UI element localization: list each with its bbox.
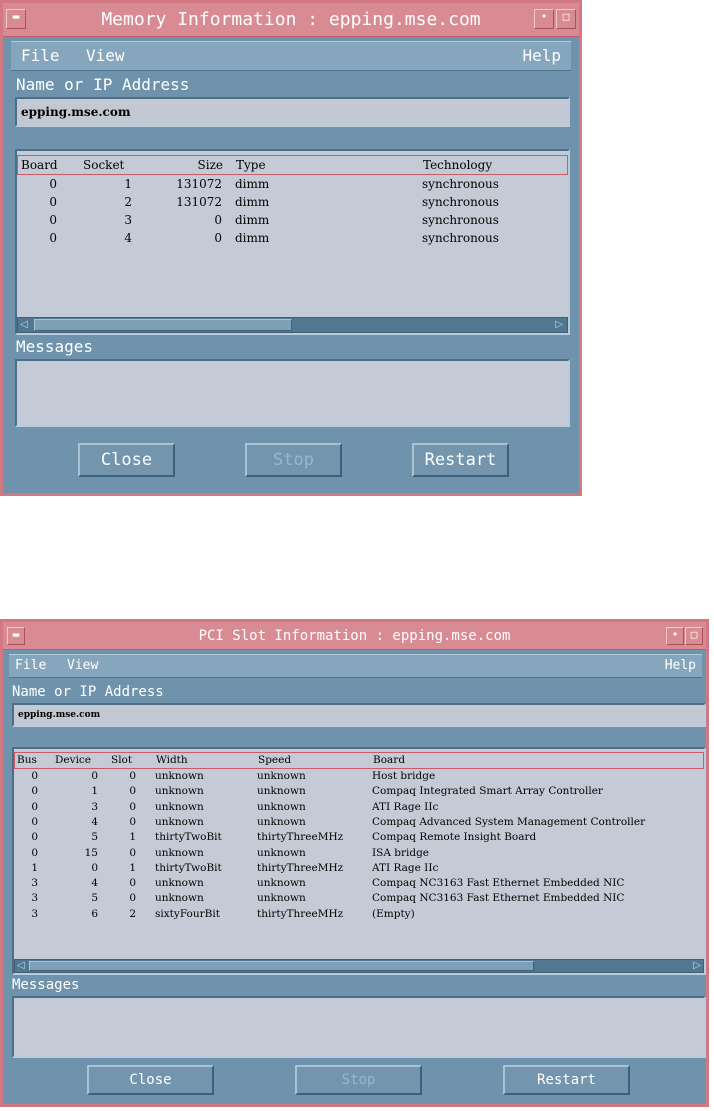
memory-window-title: Memory Information : epping.mse.com	[101, 9, 481, 30]
table-cell-board: 0	[49, 177, 57, 191]
table-row[interactable]	[17, 177, 568, 195]
column-header-technology[interactable]: Technology	[423, 158, 493, 172]
table-cell-board: 0	[49, 213, 57, 227]
table-cell-board: ISA bridge	[372, 846, 430, 859]
scroll-left-icon[interactable]: ◁	[17, 960, 25, 971]
memory-menu-bar	[11, 41, 571, 71]
table-cell-width: unknown	[155, 770, 204, 782]
table-cell-bus: 3	[31, 892, 38, 905]
table-cell-size: 131072	[176, 195, 222, 209]
table-cell-speed: unknown	[257, 785, 306, 798]
table-cell-speed: thirtyThreeMHz	[257, 861, 344, 874]
table-cell-device: 4	[91, 815, 98, 828]
table-cell-slot: 0	[129, 846, 136, 859]
table-cell-speed: thirtyThreeMHz	[257, 907, 344, 920]
table-row[interactable]	[14, 785, 704, 800]
memory-list[interactable]	[15, 149, 570, 335]
column-header-slot[interactable]: Slot	[111, 754, 133, 766]
stop-button[interactable]: Stop	[245, 443, 342, 477]
pci-horizontal-scrollbar[interactable]	[14, 959, 704, 973]
table-cell-bus: 0	[31, 815, 38, 828]
table-cell-bus: 0	[31, 831, 38, 844]
window-menu-icon[interactable]: ▬	[7, 627, 25, 645]
restart-button[interactable]: Restart	[503, 1065, 630, 1095]
table-cell-bus: 0	[31, 770, 38, 782]
table-cell-slot: 0	[129, 892, 136, 905]
column-header-board[interactable]: Board	[373, 754, 406, 766]
table-cell-device: 0	[91, 770, 98, 782]
close-button[interactable]: Close	[78, 443, 175, 477]
table-cell-technology: synchronous	[422, 195, 499, 209]
memory-list-header	[17, 155, 568, 175]
file-menu[interactable]: File	[15, 658, 47, 673]
table-row[interactable]	[17, 231, 568, 249]
table-cell-slot: 2	[129, 907, 136, 920]
table-cell-slot: 0	[129, 815, 136, 828]
table-row[interactable]	[17, 195, 568, 213]
table-cell-socket: 3	[124, 213, 132, 227]
table-cell-type: dimm	[235, 231, 270, 245]
table-cell-slot: 1	[129, 831, 136, 844]
table-cell-device: 1	[91, 785, 98, 798]
table-row[interactable]	[17, 213, 568, 231]
table-cell-board: Compaq NC3163 Fast Ethernet Embedded NIC	[372, 877, 625, 890]
table-cell-speed: unknown	[257, 892, 306, 905]
table-row[interactable]	[14, 801, 704, 816]
table-cell-width: unknown	[155, 877, 204, 890]
window-menu-icon[interactable]: ▬	[6, 9, 26, 29]
pci-window-title: PCI Slot Information : epping.mse.com	[198, 628, 511, 644]
table-cell-slot: 0	[129, 770, 136, 782]
table-cell-size: 0	[214, 213, 222, 227]
table-row[interactable]	[14, 816, 704, 831]
table-cell-board: ATI Rage IIc	[372, 800, 439, 813]
name-input[interactable]: epping.mse.com	[15, 97, 570, 127]
messages-label: Messages	[12, 977, 80, 993]
table-cell-board: 0	[49, 195, 57, 209]
table-cell-slot: 0	[129, 877, 136, 890]
table-cell-device: 15	[84, 846, 98, 859]
table-cell-slot: 0	[129, 800, 136, 813]
table-cell-type: dimm	[235, 177, 270, 191]
name-label: Name or IP Address	[12, 684, 164, 700]
close-button[interactable]: Close	[87, 1065, 214, 1095]
maximize-icon[interactable]: □	[685, 627, 703, 645]
scroll-left-icon[interactable]: ◁	[20, 319, 28, 330]
memory-title-bar[interactable]	[3, 3, 579, 37]
table-cell-size: 131072	[176, 177, 222, 191]
table-cell-width: unknown	[155, 785, 204, 798]
table-row[interactable]	[14, 770, 704, 785]
scroll-thumb[interactable]	[34, 319, 292, 331]
table-cell-speed: unknown	[257, 800, 306, 813]
pci-title-bar[interactable]	[3, 622, 706, 650]
table-cell-type: dimm	[235, 213, 270, 227]
table-cell-device: 5	[91, 831, 98, 844]
name-input[interactable]: epping.mse.com	[12, 703, 706, 727]
file-menu[interactable]: File	[21, 46, 60, 65]
column-header-board[interactable]: Board	[21, 158, 58, 172]
table-cell-bus: 3	[31, 877, 38, 890]
table-cell-speed: thirtyThreeMHz	[257, 831, 344, 844]
scroll-right-icon[interactable]: ▷	[555, 319, 563, 330]
table-cell-socket: 1	[124, 177, 132, 191]
stop-button[interactable]: Stop	[295, 1065, 422, 1095]
help-menu[interactable]: Help	[522, 46, 561, 65]
table-cell-width: thirtyTwoBit	[155, 831, 222, 844]
minimize-icon[interactable]: •	[534, 9, 554, 29]
table-cell-device: 6	[91, 907, 98, 920]
table-cell-width: unknown	[155, 800, 204, 813]
help-menu[interactable]: Help	[664, 658, 696, 673]
table-cell-bus: 3	[31, 907, 38, 920]
view-menu[interactable]: View	[67, 658, 99, 673]
table-cell-board: Host bridge	[372, 770, 436, 782]
table-cell-device: 5	[91, 892, 98, 905]
column-header-width[interactable]: Width	[156, 754, 188, 766]
table-row[interactable]	[14, 908, 704, 923]
table-cell-device: 0	[91, 861, 98, 874]
pci-window	[0, 619, 709, 1107]
table-cell-socket: 4	[124, 231, 132, 245]
table-cell-width: thirtyTwoBit	[155, 861, 222, 874]
table-cell-board: Compaq Remote Insight Board	[372, 831, 537, 844]
pci-menu-bar	[9, 654, 702, 678]
table-cell-size: 0	[214, 231, 222, 245]
table-cell-bus: 0	[31, 800, 38, 813]
column-header-device[interactable]: Device	[55, 754, 92, 766]
column-header-bus[interactable]: Bus	[17, 754, 37, 766]
table-cell-speed: unknown	[257, 846, 306, 859]
table-row[interactable]	[14, 877, 704, 892]
table-cell-speed: unknown	[257, 770, 306, 782]
table-row[interactable]	[14, 847, 704, 862]
table-cell-board: Compaq Advanced System Management Controller	[372, 815, 646, 828]
table-row[interactable]	[14, 831, 704, 846]
table-cell-bus: 0	[31, 846, 38, 859]
column-header-speed[interactable]: Speed	[258, 754, 292, 766]
table-cell-device: 4	[91, 877, 98, 890]
table-cell-speed: unknown	[257, 877, 306, 890]
table-cell-board: Compaq Integrated Smart Array Controller	[372, 785, 603, 798]
table-row[interactable]	[14, 862, 704, 877]
table-cell-technology: synchronous	[422, 231, 499, 245]
memory-window	[0, 0, 582, 496]
table-cell-width: unknown	[155, 815, 204, 828]
messages-label: Messages	[16, 337, 94, 356]
table-cell-width: unknown	[155, 892, 204, 905]
table-cell-width: unknown	[155, 846, 204, 859]
table-row[interactable]	[14, 892, 704, 907]
table-cell-technology: synchronous	[422, 213, 499, 227]
table-cell-board: ATI Rage IIc	[372, 861, 439, 874]
messages-area[interactable]	[15, 359, 570, 427]
table-cell-width: sixtyFourBit	[155, 907, 220, 920]
table-cell-device: 3	[91, 800, 98, 813]
table-cell-slot: 1	[129, 861, 136, 874]
table-cell-slot: 0	[129, 785, 136, 798]
column-header-type[interactable]: Type	[236, 158, 266, 172]
table-cell-board: Compaq NC3163 Fast Ethernet Embedded NIC	[372, 892, 625, 905]
name-label: Name or IP Address	[16, 75, 190, 94]
table-cell-technology: synchronous	[422, 177, 499, 191]
scroll-thumb[interactable]	[29, 961, 534, 971]
pci-list[interactable]	[12, 747, 706, 975]
memory-horizontal-scrollbar[interactable]	[17, 317, 568, 333]
table-cell-bus: 0	[31, 785, 38, 798]
table-cell-board: (Empty)	[372, 907, 415, 920]
restart-button[interactable]: Restart	[412, 443, 509, 477]
table-cell-type: dimm	[235, 195, 270, 209]
table-cell-speed: unknown	[257, 815, 306, 828]
pci-list-header	[14, 752, 704, 769]
maximize-icon[interactable]: □	[556, 9, 576, 29]
view-menu[interactable]: View	[86, 46, 125, 65]
scroll-right-icon[interactable]: ▷	[693, 960, 701, 971]
column-header-size[interactable]: Size	[197, 158, 223, 172]
table-cell-bus: 1	[31, 861, 38, 874]
column-header-socket[interactable]: Socket	[83, 158, 125, 172]
table-cell-board: 0	[49, 231, 57, 245]
table-cell-socket: 2	[124, 195, 132, 209]
minimize-icon[interactable]: •	[666, 627, 684, 645]
messages-area[interactable]	[12, 996, 706, 1058]
